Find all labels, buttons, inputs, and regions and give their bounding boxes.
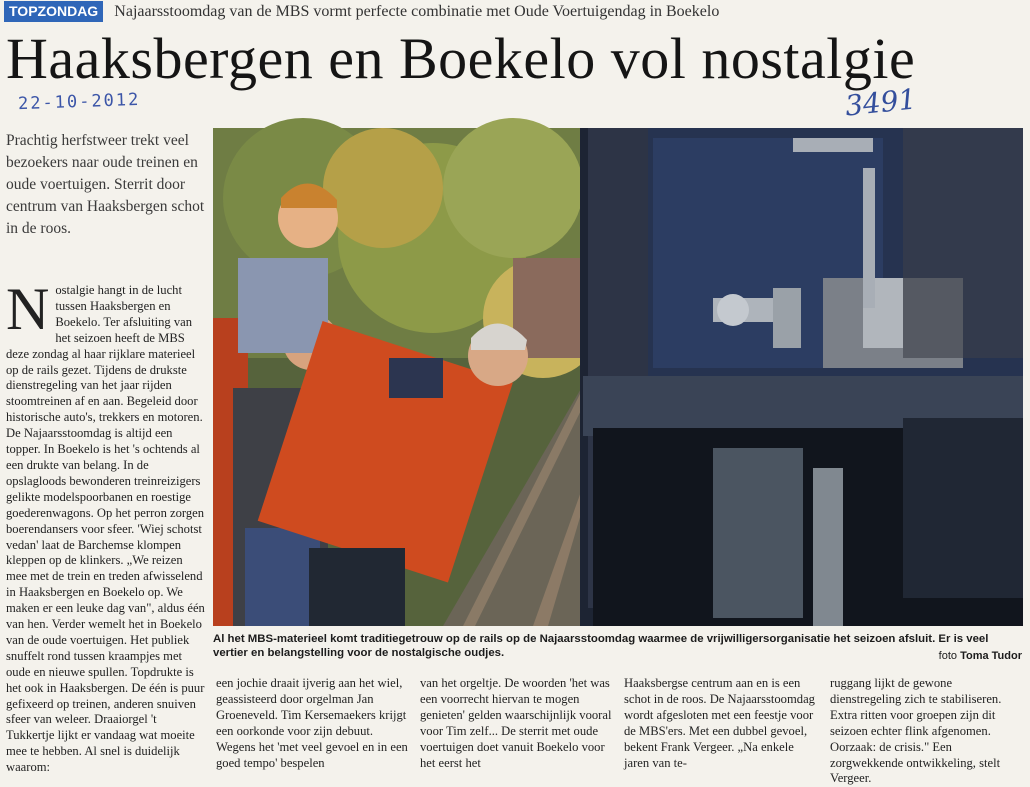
intro-paragraph: Prachtig herfstweer trekt veel bezoekers naar oude treinen en oude voertuigen. Sterrit door centrum van Haaksbergen schot in de roos. [6, 132, 205, 237]
handwritten-date: 22-10-2012 [17, 89, 141, 115]
article-column-2: een jochie draait ijverig aan het wiel, geassisteerd door orgelman Jan Groeneveld. Tim Kersemaekers krijgt een oorkonde voor zijn debuut. Wegens het 'met veel gevoel en in een goed tempo' bespelen [216, 676, 408, 770]
steam-train-photo [213, 128, 1023, 626]
section-kicker: TOPZONDAG [4, 1, 103, 22]
credit-prefix: foto [938, 650, 958, 662]
handwritten-number: 3491 [843, 82, 918, 123]
photo-illustration [213, 128, 1023, 626]
headline: Haaksbergen en Boekelo vol nostalgie [6, 26, 916, 91]
subheadline: Najaarsstoomdag van de MBS vormt perfecte combinatie met Oude Voertuigendag in Boekelo [114, 3, 720, 20]
drop-cap: N [6, 276, 50, 342]
article-text-1: ostalgie hangt in de lucht tussen Haaksbergen en Boekelo. Ter afsluiting van het seizoen heeft de MBS deze zondag al haar rijklare materieel op de rails gezet. Tijdens de drukste dienstregeling van het jaar rijden stoomtreinen af en aan. Begeleid door historische auto's, trekkers en motoren. De Najaarsstoomdag is altijd een topper. In Boekelo is het 's ochtends al een drukte van belang. In de opslagloods bewonderen treinreizigers gelikte modelspoorbanen en roestige goederenwagons. Op het perron zorgen boerendansers voor sfeer. 'Wiej schotst vedan' laat de Barchemse klompen kleppen op de klinkers. „We reizen mee met de trein en treden afwisselend in Haaksbergen en Boekelo op. We maken er een leuke dag van", aldus één van hen. Verder wemelt het in Boekelo van de oude voertuigen. Het publiek snuffelt rond tussen kraampjes met oude en nieuwe spullen. Topdrukte is het ook in Haaksbergen. De één is puur gefixeerd op treinen, anderen snuiven sfeer van weleer. Draaiorgel 't Tukkertje lijkt er vandaag wat moeite mee te hebben. Al snel is duidelijk waarom: [6, 283, 205, 775]
top-strap [4, 1, 1026, 23]
article-column-1 [6, 276, 206, 775]
article-column-3: van het orgeltje. De woorden 'het was een voorrecht hiervan te mogen genieten' gelden waarschijnlijk vooral voor Tim zelf... De sterrit met oude voertuigen doet vanuit Boekelo voor het eerst het [420, 676, 612, 770]
photo-credit [939, 650, 1022, 662]
article-column-5: ruggang lijkt de gewone dienstregeling zich te stabiliseren. Extra ritten voor groepen zijn dit seizoen echter flink afgenomen. Oorzaak: de crisis." Een zorgwekkende ontwikkeling, stelt Vergeer. [830, 676, 1002, 786]
article-column-4: Haaksbergse centrum aan en is een schot in de roos. De Najaarsstoomdag wordt afgesloten met een feestje voor de MBS'ers. Met een dubbel gevoel, bekent Frank Vergeer. „Na enkele jaren van te- [624, 676, 815, 770]
credit-name: Toma Tudor [960, 650, 1022, 662]
photo-caption: Al het MBS-materieel komt traditiegetrouw op de rails op de Najaarsstoomdag waarmee de vrijwilligersorganisatie het seizoen afsluit. Er is veel vertier en belangstelling voor de nostalgische oudjes. [213, 633, 989, 659]
